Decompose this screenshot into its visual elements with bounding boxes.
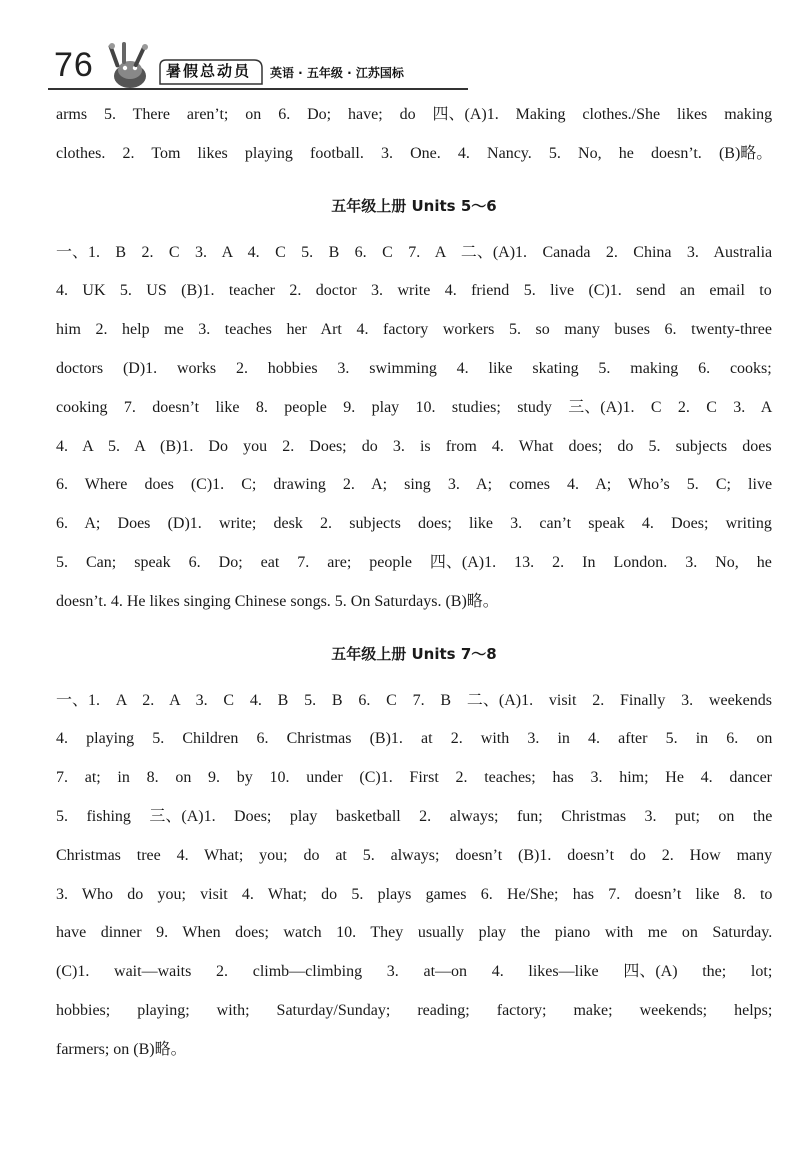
- book-subject: 英语 · 五年级 · 江苏国标: [270, 66, 404, 80]
- section-units-5-6: [56, 234, 772, 622]
- text-line: (C)1. wait—waits 2. climb—climbing 3. at—on 4. likes—like 四、(A) the; lot;: [56, 963, 773, 981]
- text-line: 4. A 5. A (B)1. Do you 2. Does; do 3. is from 4. What does; do 5. subjects does: [56, 437, 772, 455]
- text-line: doesn’t. 4. He likes singing Chinese songs. 5. On Saturdays. (B)略。: [56, 592, 499, 610]
- text-line: 6. Where does (C)1. C; drawing 2. A; sing 3. A; comes 4. A; Who’s 5. C; live: [56, 476, 773, 494]
- text-line: 5. Can; speak 6. Do; eat 7. are; people 四、(A)1. 13. 2. In London. 3. No, he: [56, 553, 772, 571]
- text-line: 5. fishing 三、(A)1. Does; play basketball 2. always; fun; Christmas 3. put; on the: [56, 807, 773, 825]
- text-line: cooking 7. doesn’t like 8. people 9. play 10. studies; study 三、(A)1. C 2. C 3. A: [56, 398, 773, 416]
- page-header: [48, 40, 478, 96]
- answer-content: [56, 96, 772, 1070]
- text-line: 一、1. B 2. C 3. A 4. C 5. B 6. C 7. A 二、(A)1. Canada 2. China 3. Australia: [56, 243, 773, 261]
- text-line: 3. Who do you; visit 4. What; do 5. plays games 6. He/She; has 7. doesn’t like 8. to: [56, 885, 773, 903]
- text-line: doctors (D)1. works 2. hobbies 3. swimming 4. like skating 5. making 6. cooks;: [56, 359, 772, 377]
- section-title-units-5-6: 五年级上册 Units 5～6: [331, 196, 497, 215]
- text-line: arms 5. There aren’t; on 6. Do; have; do 四、(A)1. Making clothes./She likes making: [56, 106, 773, 123]
- text-line: Christmas tree 4. What; you; do at 5. always; doesn’t (B)1. doesn’t do 2. How many: [56, 846, 773, 864]
- text-line: have dinner 9. When does; watch 10. They usually play the piano with me on Saturday.: [56, 924, 773, 942]
- text-line: 4. playing 5. Children 6. Christmas (B)1. at 2. with 3. in 4. after 5. in 6. on: [56, 730, 773, 748]
- text-line: 7. at; in 8. on 9. by 10. under (C)1. First 2. teaches; has 3. him; He 4. dancer: [56, 769, 773, 787]
- text-line: 一、1. A 2. A 3. C 4. B 5. B 6. C 7. B 二、(A)1. visit 2. Finally 3. weekends: [56, 691, 773, 709]
- previous-section-continuation: [56, 96, 772, 174]
- text-line: clothes. 2. Tom likes playing football. 3. One. 4. Nancy. 5. No, he doesn’t. (B)略。: [56, 144, 773, 162]
- book-title: 暑假总动员: [166, 62, 252, 80]
- mascot-icon: [98, 40, 160, 92]
- text-line: farmers; on (B)略。: [56, 1040, 187, 1058]
- section-title-units-7-8: 五年级上册 Units 7～8: [331, 644, 497, 663]
- text-line: 6. A; Does (D)1. write; desk 2. subjects does; like 3. can’t speak 4. Does; writing: [56, 515, 772, 533]
- page-number: 76: [54, 46, 94, 84]
- header-divider: [48, 88, 468, 90]
- text-line: hobbies; playing; with; Saturday/Sunday; reading; factory; make; weekends; helps;: [56, 1001, 773, 1019]
- text-line: 4. UK 5. US (B)1. teacher 2. doctor 3. write 4. friend 5. live (C)1. send an email to: [56, 282, 772, 300]
- text-line: him 2. help me 3. teaches her Art 4. factory workers 5. so many buses 6. twenty-three: [56, 321, 772, 339]
- section-units-7-8: [56, 682, 772, 1070]
